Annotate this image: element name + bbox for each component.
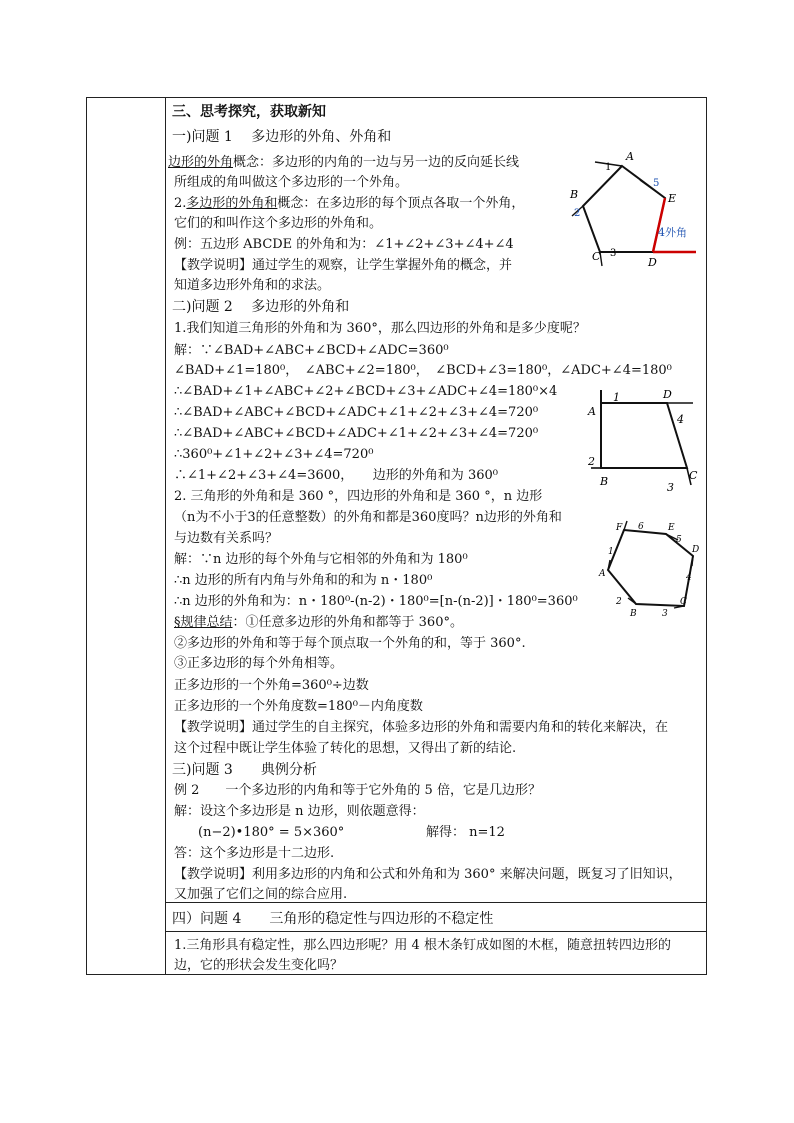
column-divider (165, 97, 166, 975)
q2-heading: 二)问题 2 多边形的外角和 (172, 299, 350, 315)
angle-label: 2 (574, 208, 581, 219)
angle-label: 2 (588, 455, 595, 468)
q1-example: 例：五边形 ABCDE 的外角和为：∠1+∠2+∠3+∠4+∠4 (174, 237, 514, 252)
vertex-label: B (570, 188, 579, 201)
q3-answer: 答：这个多边形是十二边形. (174, 846, 335, 861)
vertex-label: D (648, 256, 657, 269)
pentagon-figure (560, 148, 700, 273)
angle-label: 2 (616, 597, 622, 607)
q1-note-line1: 【教学说明】通过学生的观察，让学生掌握外角的概念，并 (174, 258, 513, 273)
q1-note-line2: 知道多边形外角和的求法。 (174, 278, 331, 293)
exterior-angle-label: 4外角 (658, 226, 687, 239)
q3-example: 例 2 一个多边形的内角和等于它外角的 5 倍，它是几边形？ (174, 783, 541, 798)
vertex-label: C (592, 250, 601, 263)
formula-line: 正多边形的一个外角度数=180⁰－内角度数 (174, 699, 423, 714)
section-title: 三、思考探究，获取新知 (172, 104, 326, 120)
vertex-label: E (668, 192, 677, 205)
angle-label: 3 (662, 609, 668, 619)
q2-line: ∠BAD+∠1=180⁰， ∠ABC+∠2=180⁰， ∠BCD+∠3=180⁰，∠ADC+∠4=180⁰ (174, 363, 672, 378)
angle-label: 3 (610, 248, 617, 259)
vertex-label: E (668, 523, 675, 533)
q3-solution: 解：设这个多边形是 n 边形，则依题意得： (174, 804, 425, 819)
vertex-label: F (616, 523, 623, 533)
q2-line: ∴∠BAD+∠ABC+∠BCD+∠ADC+∠1+∠2+∠3+∠4=720⁰ (174, 426, 539, 441)
q2-line: （n为不小于3的任意整数）的外角和都是360度吗？n边形的外角和 (174, 510, 562, 525)
vertex-label: D (663, 388, 672, 401)
q2-line: ∴∠BAD+∠ABC+∠BCD+∠ADC+∠1+∠2+∠3+∠4=720⁰ (174, 405, 539, 420)
q4-line1: 1.三角形具有稳定性，那么四边形呢？用 4 根木条钉成如图的木框，随意扭转四边形的 (174, 938, 671, 953)
def2-line2: 它们的和叫作这个多边形的外角和。 (174, 216, 383, 231)
q2-line: 1.我们知道三角形的外角和为 360°，那么四边形的外角和是多少度呢？ (174, 321, 586, 336)
q3-note-line1: 【教学说明】利用多边形的内角和公式和外角和为 360° 来解决问题，既复习了旧知识， (174, 867, 682, 882)
vertex-label: C (680, 597, 687, 607)
vertex-label: B (630, 609, 637, 619)
angle-label: 5 (676, 535, 682, 545)
q4-heading: 四）问题 4 三角形的稳定性与四边形的不稳定性 (172, 911, 494, 927)
def1-line2: 所组成的角叫做这个多边形的一个外角。 (174, 175, 409, 190)
angle-label: 3 (667, 481, 674, 494)
q2-line: 解：∵∠BAD+∠ABC+∠BCD+∠ADC=360⁰ (174, 343, 449, 358)
hexagon-figure (596, 518, 706, 623)
q2-note-line2: 这个过程中既让学生体验了转化的思想，又得出了新的结论. (174, 741, 517, 756)
vertex-label: A (626, 150, 634, 163)
vertex-label: C (689, 469, 698, 482)
q3-note-line2: 又加强了它们之间的综合应用. (174, 887, 348, 902)
q3-equation: (n−2)•180° = 5×360° (198, 825, 345, 840)
row-divider (166, 931, 707, 932)
quadrilateral-figure (583, 385, 703, 495)
q2-line: ∴n 边形的外角和为：n・180⁰-(n-2)・180⁰=[n-(n-2)]・180⁰=360⁰ (174, 594, 578, 609)
vertex-label: B (600, 475, 609, 488)
q2-note-line1: 【教学说明】通过学生的自主探究，体验多边形的外角和需要内角和的转化来解决，在 (174, 720, 669, 735)
angle-label: 4 (686, 573, 692, 583)
q2-line: 与边数有关系吗？ (174, 531, 279, 546)
vertex-label: A (599, 569, 606, 579)
vertex-label: D (692, 545, 700, 555)
rule-summary: §规律总结：①任意多边形的外角和都等于 360°。 (174, 615, 463, 630)
q2-line: ∴360⁰+∠1+∠2+∠3+∠4=720⁰ (174, 447, 374, 462)
q3-result: 解得： n=12 (426, 825, 505, 840)
q2-line: 解：∵n 边形的每个外角与它相邻的外角和为 180⁰ (174, 552, 468, 567)
q2-line: ∴∠BAD+∠1+∠ABC+∠2+∠BCD+∠3+∠ADC+∠4=180⁰×4 (174, 384, 558, 399)
def1-line1: 边形的外角概念：多边形的内角的一边与另一边的反向延长线 (168, 155, 520, 170)
q2-line: ∴n 边形的所有内角与外角和的和为 n・180⁰ (174, 573, 433, 588)
q4-line2: 边，它的形状会发生变化吗？ (174, 958, 344, 973)
rule-line: ③正多边形的每个外角相等。 (174, 656, 344, 671)
rule-line: ②多边形的外角和等于每个顶点取一个外角的和，等于 360°. (174, 636, 526, 651)
q1-heading: 一)问题 1 多边形的外角、外角和 (172, 129, 392, 145)
angle-label: 6 (638, 522, 644, 532)
q2-line: ∴∠1+∠2+∠3+∠4=3600， 边形的外角和为 360⁰ (174, 468, 498, 483)
q3-heading: 三)问题 3 典例分析 (172, 762, 317, 778)
angle-label: 4 (677, 413, 684, 426)
formula-line: 正多边形的一个外角=360⁰÷边数 (174, 678, 369, 693)
vertex-label: A (588, 405, 596, 418)
angle-label: 1 (605, 162, 612, 173)
angle-label: 1 (608, 547, 614, 557)
angle-label: 1 (613, 391, 620, 404)
def2-line1: 2.多边形的外角和概念：在多边形的每个顶点各取一个外角， (174, 196, 525, 211)
angle-label: 5 (653, 178, 660, 189)
q2-line: 2. 三角形的外角和是 360 °，四边形的外角和是 360 °，n 边形 (174, 489, 543, 504)
